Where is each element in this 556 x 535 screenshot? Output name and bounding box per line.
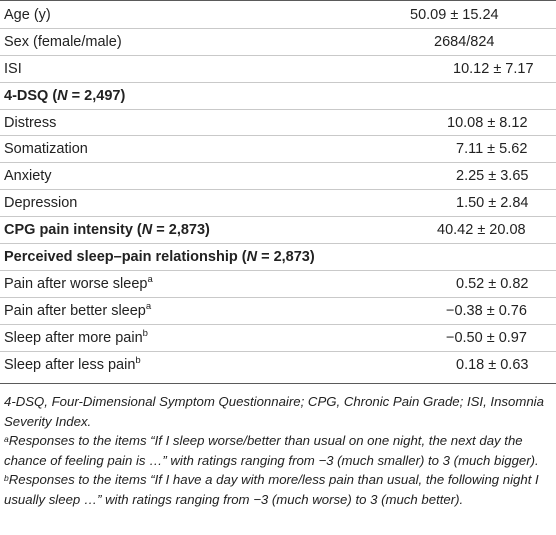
row-label: Sex (female/male) (4, 33, 122, 50)
table-row-pain-after-better-sleep (0, 298, 556, 324)
table-top-rule (0, 0, 556, 1)
row-label: Pain after better sleep$^a$ (4, 300, 152, 319)
table-row-cpg-pain-intensity (0, 217, 556, 243)
section-heading: 4-DSQ (N = 2,497) (4, 87, 126, 104)
row-value: 0.18 ± 0.63 (456, 356, 529, 373)
table-row-age (0, 2, 556, 28)
footnote-abbreviations: 4-DSQ, Four-Dimensional Symptom Questionnaire; CPG, Chronic Pain Grade; ISI, Insomnia Severity Index. (4, 394, 544, 429)
table-row-isi (0, 56, 556, 82)
table-footnotes (4, 392, 552, 510)
footnote-marker: b (135, 354, 141, 366)
row-value: −0.38 ± 0.76 (446, 302, 527, 319)
table-row-pain-after-worse-sleep (0, 271, 556, 297)
row-value: 50.09 ± 15.24 (410, 7, 499, 23)
row-value: 1.50 ± 2.84 (456, 195, 529, 212)
section-heading: CPG pain intensity (N = 2,873) (4, 222, 210, 239)
row-label: Sleep after more pain$^b$ (4, 327, 148, 346)
table-section-sleep-pain (0, 244, 556, 270)
row-label: Distress (4, 114, 57, 131)
table-section-4dsq (0, 83, 556, 109)
section-heading: Perceived sleep–pain relationship (N = 2,873) (4, 249, 315, 266)
row-value: 10.12 ± 7.17 (453, 60, 534, 77)
row-label: Sleep after less pain$^b$ (4, 354, 141, 373)
footnote-marker: a (147, 273, 153, 285)
table-row-anxiety (0, 163, 556, 189)
row-value: −0.50 ± 0.97 (446, 329, 527, 346)
table-row-sex (0, 29, 556, 55)
footnote-marker: a (145, 300, 152, 312)
row-value: 0.52 ± 0.82 (456, 275, 529, 292)
table-row-depression (0, 190, 556, 216)
footnote-marker: b (142, 327, 148, 339)
footnote-a: $^a$Responses to the items “If I sleep worse/better than usual on one night, the next day the chance of feeling pain is …” with ratings ranging from −3 (much smaller) to 3 (much bigger). (4, 433, 539, 468)
row-label: Anxiety (4, 168, 52, 185)
row-label: ISI (4, 60, 22, 77)
table-row-distress (0, 110, 556, 136)
table-row-sleep-after-less-pain (0, 352, 556, 378)
row-label: Age (y) (4, 7, 51, 23)
row-label: Somatization (4, 141, 88, 158)
row-value: 40.42 ± 20.08 (437, 222, 526, 239)
row-label: Pain after worse sleep$^a$ (4, 273, 153, 292)
row-value: 2684/824 (434, 33, 495, 50)
row-value: 10.08 ± 8.12 (447, 114, 528, 131)
footnote-b: $^b$Responses to the items “If I have a day with more/less pain than usual, the following night I usually sleep …” with ratings ranging from −3 (much worse) to 3 (much better). (4, 472, 539, 507)
row-label: Depression (4, 195, 78, 212)
table-row-somatization (0, 136, 556, 162)
row-value: 2.25 ± 3.65 (456, 168, 529, 185)
row-value: 7.11 ± 5.62 (456, 141, 528, 158)
table-bottom-rule (0, 383, 556, 384)
table-row-sleep-after-more-pain (0, 325, 556, 351)
